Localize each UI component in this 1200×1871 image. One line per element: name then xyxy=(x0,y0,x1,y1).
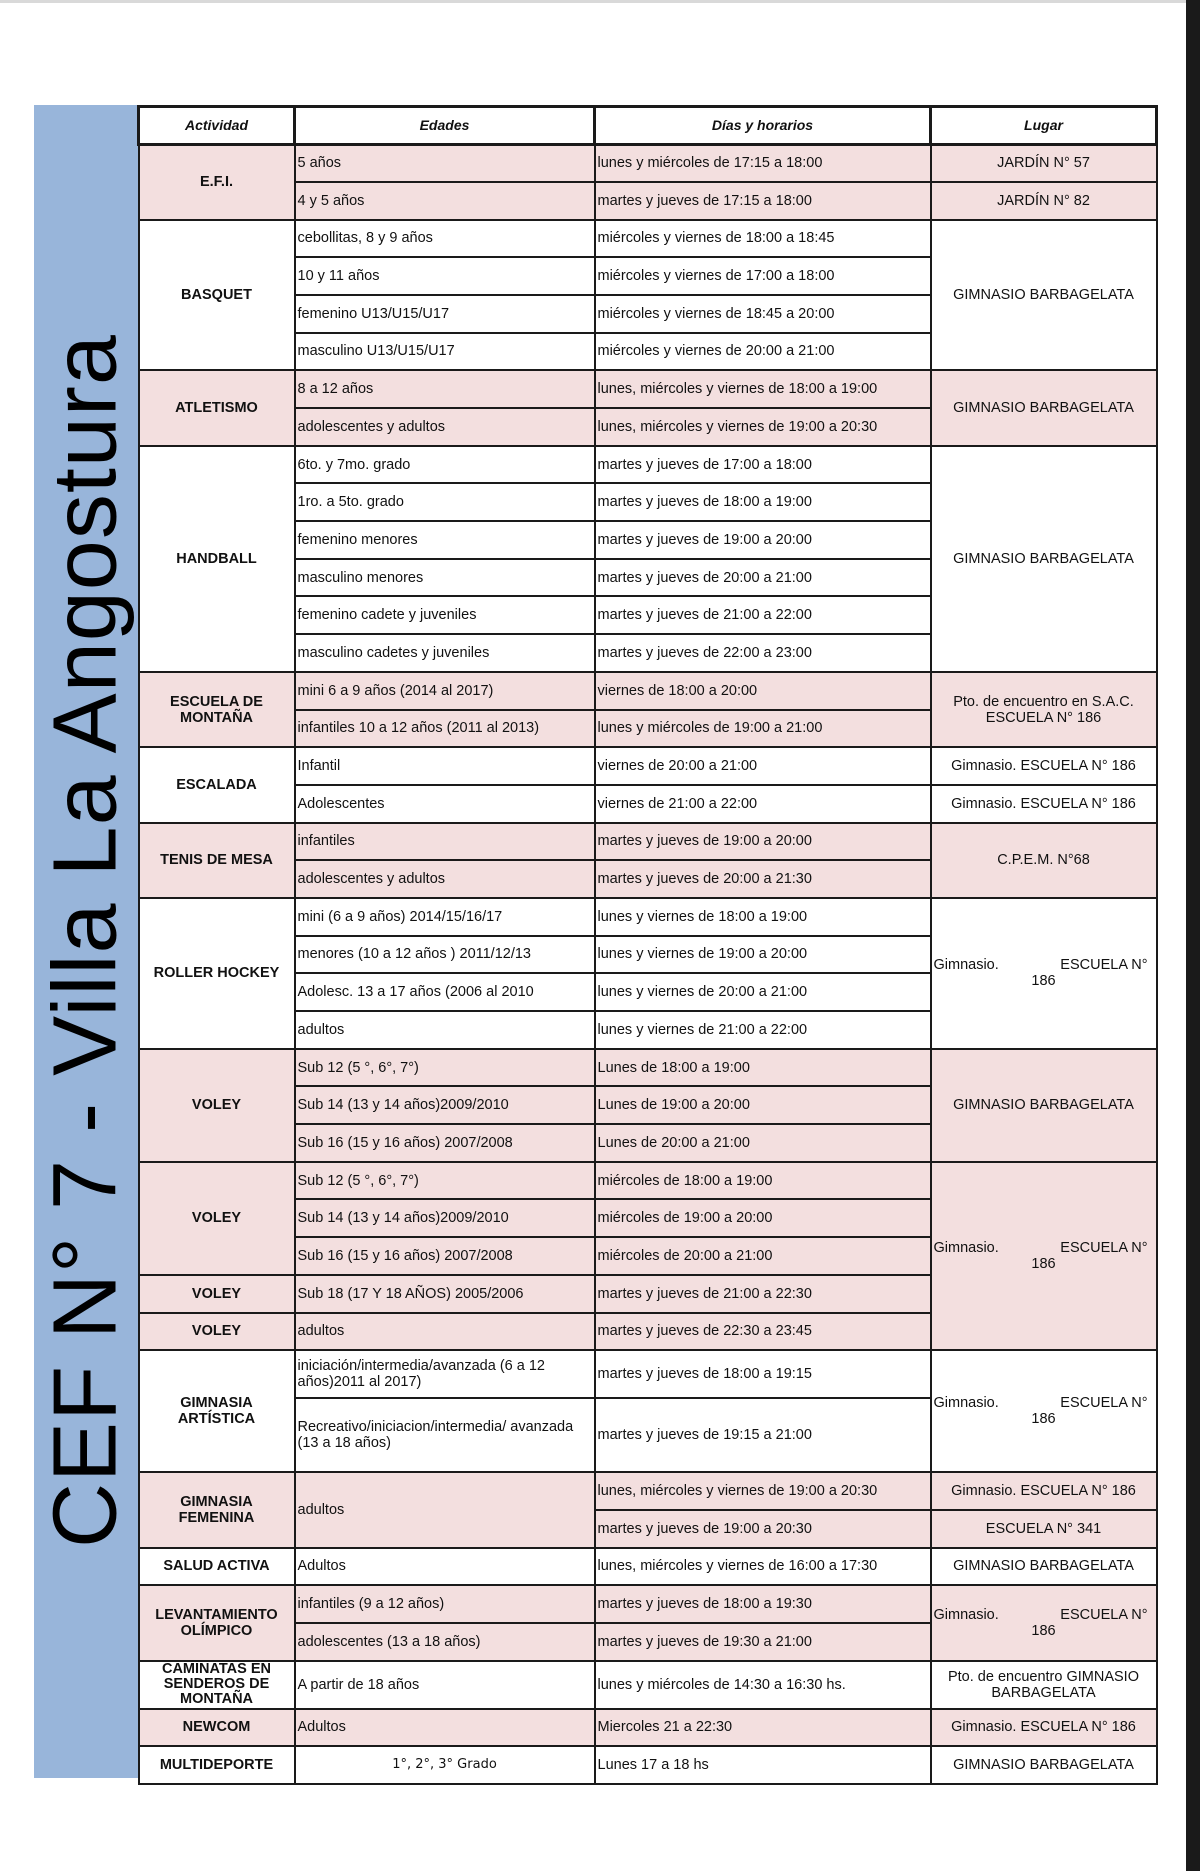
age-cell: Sub 12 (5 °, 6°, 7°) xyxy=(295,1162,595,1200)
schedule-cell: viernes de 18:00 a 20:00 xyxy=(595,672,931,710)
age-cell: Adolesc. 13 a 17 años (2006 al 2010 xyxy=(295,973,595,1011)
activity-caminatas xyxy=(139,1661,295,1709)
age-cell: Sub 16 (15 y 16 años) 2007/2008 xyxy=(295,1237,595,1275)
activity-name-line: LEVANTAMIENTO xyxy=(155,1606,278,1623)
schedule-cell: lunes y viernes de 18:00 a 19:00 xyxy=(595,898,931,936)
age-cell: Sub 18 (17 Y 18 AÑOS) 2005/2006 xyxy=(295,1275,595,1313)
place-cell: JARDÍN N° 57 xyxy=(931,144,1157,182)
schedule-cell: lunes, miércoles y viernes de 16:00 a 17:30 xyxy=(595,1548,931,1586)
activity-name-line: MONTAÑA xyxy=(179,1690,254,1707)
schedule-cell: martes y jueves de 18:00 a 19:15 xyxy=(595,1350,931,1398)
age-cell: iniciación/intermedia/avanzada (6 a 12 años)2011 al 2017) xyxy=(295,1350,595,1398)
schedule-cell: lunes y miércoles de 14:30 a 16:30 hs. xyxy=(595,1661,931,1709)
age-cell: adolescentes y adultos xyxy=(295,860,595,898)
age-cell: infantiles 10 a 12 años (2011 al 2013) xyxy=(295,710,595,748)
side-title: CEF N° 7 - Villa La Angostura xyxy=(35,334,136,1548)
age-cell: 5 años xyxy=(295,144,595,182)
age-cell: Adultos xyxy=(295,1548,595,1586)
schedule-cell: martes y jueves de 21:00 a 22:30 xyxy=(595,1275,931,1313)
header-dias: Días y horarios xyxy=(595,107,931,145)
table-row xyxy=(139,220,1157,258)
table-row xyxy=(139,1661,1157,1709)
activity-basquet: BASQUET xyxy=(139,220,295,371)
age-cell: mini 6 a 9 años (2014 al 2017) xyxy=(295,672,595,710)
schedule-cell: miércoles de 19:00 a 20:00 xyxy=(595,1199,931,1237)
age-cell: femenino menores xyxy=(295,521,595,559)
activity-name-line: CAMINATAS EN xyxy=(161,1661,271,1677)
schedule-cell: viernes de 21:00 a 22:00 xyxy=(595,785,931,823)
place-part: 186 xyxy=(1031,1411,1056,1428)
schedule-cell: miércoles y viernes de 20:00 a 21:00 xyxy=(595,333,931,371)
place-cell: GIMNASIO BARBAGELATA xyxy=(931,1548,1157,1586)
activity-atletismo: ATLETISMO xyxy=(139,370,295,445)
schedule-cell: lunes y viernes de 20:00 a 21:00 xyxy=(595,973,931,1011)
age-cell: 8 a 12 años xyxy=(295,370,595,408)
place-line: Pto. de encuentro en S.A.C. xyxy=(953,693,1134,710)
schedule-cell: martes y jueves de 17:00 a 18:00 xyxy=(595,446,931,484)
age-cell: infantiles (9 a 12 años) xyxy=(295,1585,595,1623)
activity-voley: VOLEY xyxy=(139,1162,295,1275)
activity-salud-activa: SALUD ACTIVA xyxy=(139,1548,295,1586)
header-edades: Edades xyxy=(295,107,595,145)
place-cell xyxy=(931,672,1157,747)
schedule-cell: Lunes de 18:00 a 19:00 xyxy=(595,1049,931,1087)
age-cell: Sub 14 (13 y 14 años)2009/2010 xyxy=(295,1199,595,1237)
schedule-cell: miércoles y viernes de 18:45 a 20:00 xyxy=(595,295,931,333)
activity-multideporte: MULTIDEPORTE xyxy=(139,1746,295,1784)
top-edge xyxy=(0,0,1200,3)
schedule-cell: lunes, miércoles y viernes de 19:00 a 20:30 xyxy=(595,408,931,446)
place-part: 186 xyxy=(1031,1255,1056,1272)
age-cell: cebollitas, 8 y 9 años xyxy=(295,220,595,258)
activity-gimnasia-artistica: GIMNASIA ARTÍSTICA xyxy=(139,1350,295,1472)
schedule-cell: lunes, miércoles y viernes de 19:00 a 20:30 xyxy=(595,1472,931,1510)
age-cell: femenino U13/U15/U17 xyxy=(295,295,595,333)
table-row xyxy=(139,1548,1157,1586)
age-cell: Adultos xyxy=(295,1709,595,1747)
age-cell: Recreativo/iniciacion/intermedia/ avanzada (13 a 18 años) xyxy=(295,1398,595,1472)
schedule-cell: lunes y miércoles de 17:15 a 18:00 xyxy=(595,144,931,182)
activity-levantamiento-olimpico xyxy=(139,1585,295,1660)
schedule-cell: miércoles de 18:00 a 19:00 xyxy=(595,1162,931,1200)
place-cell: GIMNASIO BARBAGELATA xyxy=(931,1746,1157,1784)
schedule-cell: martes y jueves de 20:00 a 21:00 xyxy=(595,559,931,597)
table-row xyxy=(139,1162,1157,1200)
place-cell xyxy=(931,1350,1157,1472)
schedule-cell: Lunes de 19:00 a 20:00 xyxy=(595,1086,931,1124)
age-cell: A partir de 18 años xyxy=(295,1661,595,1709)
schedule-cell: martes y jueves de 22:30 a 23:45 xyxy=(595,1313,931,1351)
schedule-cell: lunes y miércoles de 19:00 a 21:00 xyxy=(595,710,931,748)
table-row xyxy=(139,1585,1157,1623)
table-row xyxy=(139,747,1157,785)
right-edge xyxy=(1186,0,1200,1871)
place-line: ESCUELA N° 186 xyxy=(985,709,1102,726)
place-cell: JARDÍN N° 82 xyxy=(931,182,1157,220)
header-lugar: Lugar xyxy=(931,107,1157,145)
place-part: Gimnasio. xyxy=(933,1606,999,1623)
activity-voley: VOLEY xyxy=(139,1313,295,1351)
place-cell xyxy=(931,1162,1157,1350)
schedule-cell: martes y jueves de 18:00 a 19:00 xyxy=(595,483,931,521)
table-row xyxy=(139,370,1157,408)
place-cell: Gimnasio. ESCUELA N° 186 xyxy=(931,1709,1157,1747)
place-cell: C.P.E.M. N°68 xyxy=(931,823,1157,898)
activity-handball: HANDBALL xyxy=(139,446,295,672)
schedule-cell: miércoles y viernes de 17:00 a 18:00 xyxy=(595,257,931,295)
age-cell: adolescentes y adultos xyxy=(295,408,595,446)
table-row xyxy=(139,823,1157,861)
place-cell: GIMNASIO BARBAGELATA xyxy=(931,446,1157,672)
table-row xyxy=(139,1049,1157,1087)
place-cell xyxy=(931,1585,1157,1660)
schedule-cell: martes y jueves de 18:00 a 19:30 xyxy=(595,1585,931,1623)
place-cell: ESCUELA N° 341 xyxy=(931,1510,1157,1548)
activity-escuela-montana xyxy=(139,672,295,747)
schedule-cell: lunes, miércoles y viernes de 18:00 a 19:00 xyxy=(595,370,931,408)
age-cell: masculino menores xyxy=(295,559,595,597)
schedule-cell: lunes y viernes de 19:00 a 20:00 xyxy=(595,936,931,974)
age-cell: 10 y 11 años xyxy=(295,257,595,295)
place-line: BARBAGELATA xyxy=(991,1684,1096,1701)
schedule-cell: Lunes de 20:00 a 21:00 xyxy=(595,1124,931,1162)
activity-escalada: ESCALADA xyxy=(139,747,295,822)
schedule-cell: martes y jueves de 22:00 a 23:00 xyxy=(595,634,931,672)
place-part: Gimnasio. xyxy=(933,1239,999,1256)
age-cell: Sub 14 (13 y 14 años)2009/2010 xyxy=(295,1086,595,1124)
activity-name-line: MONTAÑA xyxy=(179,709,254,726)
table-row xyxy=(139,446,1157,484)
age-cell: femenino cadete y juveniles xyxy=(295,596,595,634)
age-cell: Adolescentes xyxy=(295,785,595,823)
activity-gimnasia-femenina: GIMNASIA FEMENINA xyxy=(139,1472,295,1547)
header-actividad: Actividad xyxy=(139,107,295,145)
activity-name-line: ESCUELA DE xyxy=(170,693,263,710)
age-cell: Sub 16 (15 y 16 años) 2007/2008 xyxy=(295,1124,595,1162)
table-row xyxy=(139,1350,1157,1398)
schedule-cell: martes y jueves de 19:00 a 20:00 xyxy=(595,521,931,559)
schedule-cell: viernes de 20:00 a 21:00 xyxy=(595,747,931,785)
age-cell: adultos xyxy=(295,1472,595,1547)
place-part: 186 xyxy=(1031,1622,1056,1639)
schedule-cell: miércoles de 20:00 a 21:00 xyxy=(595,1237,931,1275)
place-part: Gimnasio. xyxy=(933,957,999,974)
schedule-cell: martes y jueves de 19:00 a 20:00 xyxy=(595,823,931,861)
age-cell: 6to. y 7mo. grado xyxy=(295,446,595,484)
schedule-cell: martes y jueves de 20:00 a 21:30 xyxy=(595,860,931,898)
schedule-cell: Lunes 17 a 18 hs xyxy=(595,1746,931,1784)
place-cell: GIMNASIO BARBAGELATA xyxy=(931,1049,1157,1162)
activity-voley: VOLEY xyxy=(139,1049,295,1162)
age-cell: masculino U13/U15/U17 xyxy=(295,333,595,371)
place-cell: GIMNASIO BARBAGELATA xyxy=(931,370,1157,445)
place-cell xyxy=(931,1661,1157,1709)
age-cell: infantiles xyxy=(295,823,595,861)
place-part: ESCUELA N° xyxy=(1060,1395,1148,1412)
age-cell: menores (10 a 12 años ) 2011/12/13 xyxy=(295,936,595,974)
table-row xyxy=(139,1709,1157,1747)
table-row xyxy=(139,144,1157,182)
age-cell: adultos xyxy=(295,1313,595,1351)
age-cell: adultos xyxy=(295,1011,595,1049)
schedule-cell: martes y jueves de 19:15 a 21:00 xyxy=(595,1398,931,1472)
activity-name-line: OLÍMPICO xyxy=(180,1622,253,1639)
place-part: ESCUELA N° xyxy=(1060,1606,1148,1623)
age-cell: 1°, 2°, 3° Grado xyxy=(295,1746,595,1784)
schedule-cell: Miercoles 21 a 22:30 xyxy=(595,1709,931,1747)
schedule-cell: martes y jueves de 19:30 a 21:00 xyxy=(595,1623,931,1661)
place-part: 186 xyxy=(1031,973,1056,990)
activity-voley: VOLEY xyxy=(139,1275,295,1313)
schedule-cell: martes y jueves de 21:00 a 22:00 xyxy=(595,596,931,634)
activity-tenis-de-mesa: TENIS DE MESA xyxy=(139,823,295,898)
age-cell: 4 y 5 años xyxy=(295,182,595,220)
age-cell: masculino cadetes y juveniles xyxy=(295,634,595,672)
activity-newcom: NEWCOM xyxy=(139,1709,295,1747)
age-cell: adolescentes (13 a 18 años) xyxy=(295,1623,595,1661)
schedule-cell: miércoles y viernes de 18:00 a 18:45 xyxy=(595,220,931,258)
age-cell: Sub 12 (5 °, 6°, 7°) xyxy=(295,1049,595,1087)
activity-name-line: SENDEROS DE xyxy=(163,1675,270,1692)
place-cell: Gimnasio. ESCUELA N° 186 xyxy=(931,785,1157,823)
schedule-cell: lunes y viernes de 21:00 a 22:00 xyxy=(595,1011,931,1049)
table-row xyxy=(139,1746,1157,1784)
table-row xyxy=(139,898,1157,936)
schedule-cell: martes y jueves de 19:00 a 20:30 xyxy=(595,1510,931,1548)
place-cell: GIMNASIO BARBAGELATA xyxy=(931,220,1157,371)
place-part: Gimnasio. xyxy=(933,1395,999,1412)
schedule-cell: martes y jueves de 17:15 a 18:00 xyxy=(595,182,931,220)
table-row xyxy=(139,1472,1157,1510)
place-line: Pto. de encuentro GIMNASIO xyxy=(947,1668,1139,1685)
table-row xyxy=(139,672,1157,710)
place-part: ESCUELA N° xyxy=(1060,957,1148,974)
age-cell: Infantil xyxy=(295,747,595,785)
place-cell xyxy=(931,898,1157,1049)
age-cell: mini (6 a 9 años) 2014/15/16/17 xyxy=(295,898,595,936)
place-cell: Gimnasio. ESCUELA N° 186 xyxy=(931,1472,1157,1510)
activity-roller-hockey: ROLLER HOCKEY xyxy=(139,898,295,1049)
schedule-table xyxy=(137,105,1158,1785)
age-cell: 1ro. a 5to. grado xyxy=(295,483,595,521)
place-cell: Gimnasio. ESCUELA N° 186 xyxy=(931,747,1157,785)
place-part: ESCUELA N° xyxy=(1060,1239,1148,1256)
activity-efi: E.F.I. xyxy=(139,144,295,219)
